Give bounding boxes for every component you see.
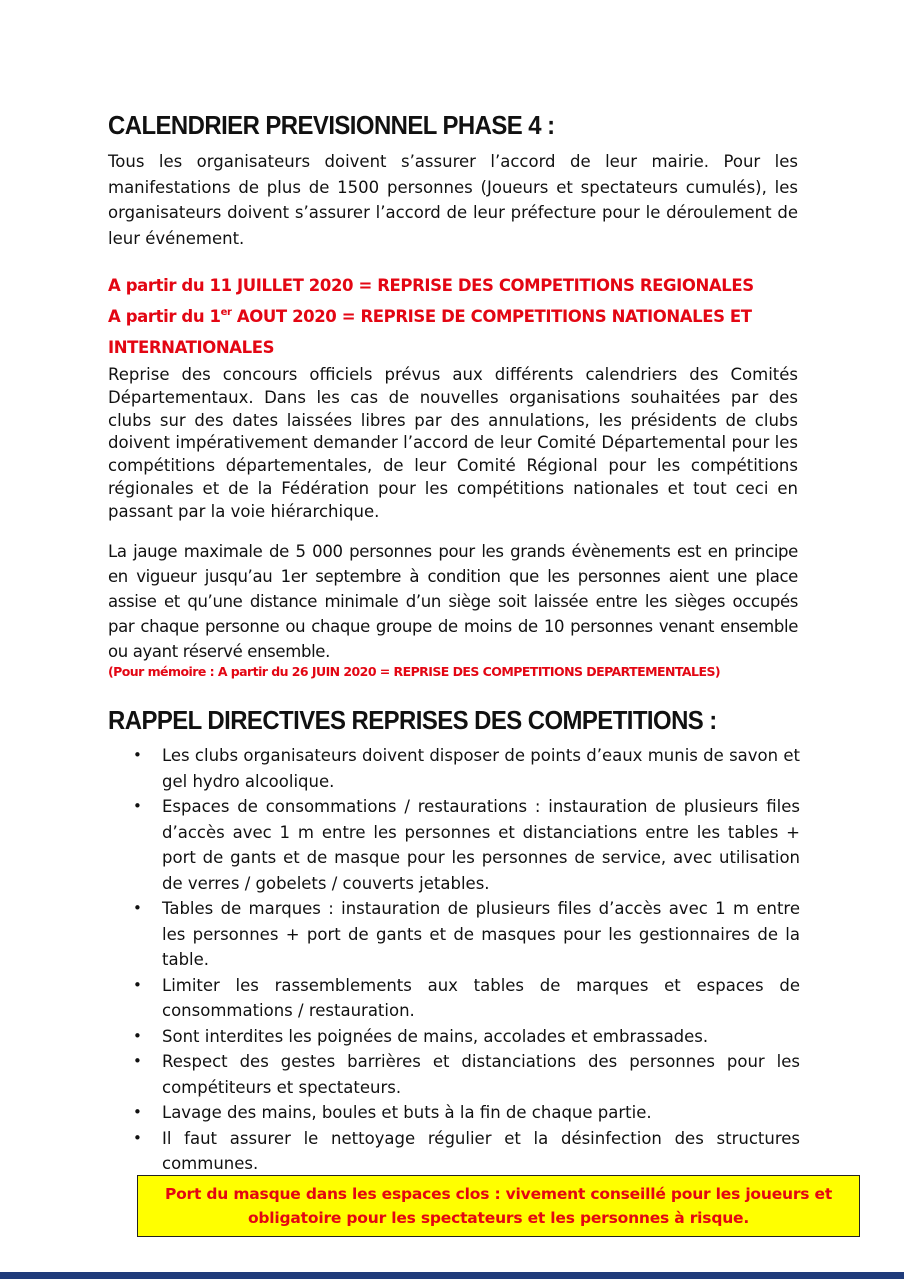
list-item — [128, 794, 800, 896]
bullet-icon: • — [133, 899, 142, 917]
bullet-icon: • — [133, 746, 142, 764]
bullet-icon: • — [133, 797, 142, 815]
national-resumption-rest: AOUT 2020 = REPRISE DE COMPETITIONS NATIONALES ET — [231, 307, 752, 326]
list-item-text: Espaces de consommations / restaurations : instauration de plusieurs files d’accès avec 1 m entre les personnes et distanciations entre les tables + port de gants et de masque pour les personnes de service, avec utilisation de verres / gobelets / couverts jetables. — [162, 797, 800, 893]
list-item — [128, 743, 800, 794]
list-item-text: Lavage des mains, boules et buts à la fin de chaque partie. — [162, 1103, 652, 1122]
directives-list — [128, 743, 800, 1177]
bullet-icon: • — [133, 1026, 142, 1045]
departmental-memo: (Pour mémoire : A partir du 26 JUIN 2020 = REPRISE DES COMPETITIONS DEPARTEMENTALES) — [108, 664, 721, 679]
section-heading-calendar: CALENDRIER PREVISIONNEL PHASE 4 : — [108, 110, 555, 140]
international-resumption-line: INTERNATIONALES — [108, 338, 275, 357]
list-item — [128, 973, 800, 1024]
list-item — [128, 1024, 800, 1050]
mask-notice-text: Port du masque dans les espaces clos : vivement conseillé pour les joueurs et obligatoire pour les spectateurs et les personnes à risque. — [164, 1185, 833, 1227]
list-item-text: Sont interdites les poignées de mains, accolades et embrassades. — [162, 1026, 709, 1046]
mask-notice-box — [137, 1175, 860, 1237]
list-item — [128, 1126, 800, 1177]
ordinal-superscript: er — [220, 307, 232, 318]
list-item-text: Tables de marques : instauration de plusieurs files d’accès avec 1 m entre les personnes + port de gants et de masques pour les gestionnaires de la table. — [162, 899, 800, 969]
list-item-text: Respect des gestes barrières et distanciations des personnes pour les compétiteurs et spectateurs. — [162, 1052, 800, 1097]
bullet-icon: • — [133, 1052, 142, 1070]
list-item — [128, 1049, 800, 1100]
list-item-text: Il faut assurer le nettoyage régulier et la désinfection des structures communes. — [162, 1128, 800, 1173]
bullet-icon: • — [133, 1128, 142, 1147]
resumption-paragraph: Reprise des concours officiels prévus aux différents calendriers des Comités Départementaux. Dans les cas de nouvelles organisations souhaitées par des clubs sur des dates laissées libres par des annulations, les présidents de clubs doivent impérativement demander l’accord de leur Comité Départemental pour les compétitions départementales, de leur Comité Régional pour les compétitions régionales et de la Fédération pour les compétitions nationales et tout ceci en passant par la voie hiérarchique. — [108, 365, 798, 521]
resumption-dates — [108, 270, 808, 363]
list-item — [128, 1100, 800, 1126]
national-resumption-line — [108, 301, 808, 332]
national-resumption-prefix: A partir du 1 — [108, 307, 221, 326]
bullet-icon: • — [133, 1103, 142, 1121]
gauge-paragraph: La jauge maximale de 5 000 personnes pour les grands évènements est en principe en vigueur jusqu’au 1er septembre à condition que les personnes aient une place assise et qu’une distance minimale d’un siège soit laissée entre les sièges occupés par chaque personne ou chaque groupe de moins de 10 personnes venant ensemble ou ayant réservé ensemble. — [108, 542, 798, 661]
intro-paragraph: Tous les organisateurs doivent s’assurer l’accord de leur mairie. Pour les manifestations de plus de 1500 personnes (Joueurs et spectateurs cumulés), les organisateurs doivent s’assurer l’accord de leur préfecture pour le déroulement de leur événement. — [108, 152, 798, 248]
bullet-icon: • — [133, 975, 142, 994]
list-item — [128, 896, 800, 973]
list-item-text: Limiter les rassemblements aux tables de marques et espaces de consommations / restauration. — [162, 975, 800, 1020]
regional-resumption-line: A partir du 11 JUILLET 2020 = REPRISE DES COMPETITIONS REGIONALES — [108, 276, 754, 295]
list-item-text: Les clubs organisateurs doivent disposer de points d’eaux munis de savon et gel hydro alcoolique. — [162, 746, 800, 791]
footer-bar — [0, 1272, 904, 1279]
section-heading-directives: RAPPEL DIRECTIVES REPRISES DES COMPETITIONS : — [108, 705, 717, 735]
